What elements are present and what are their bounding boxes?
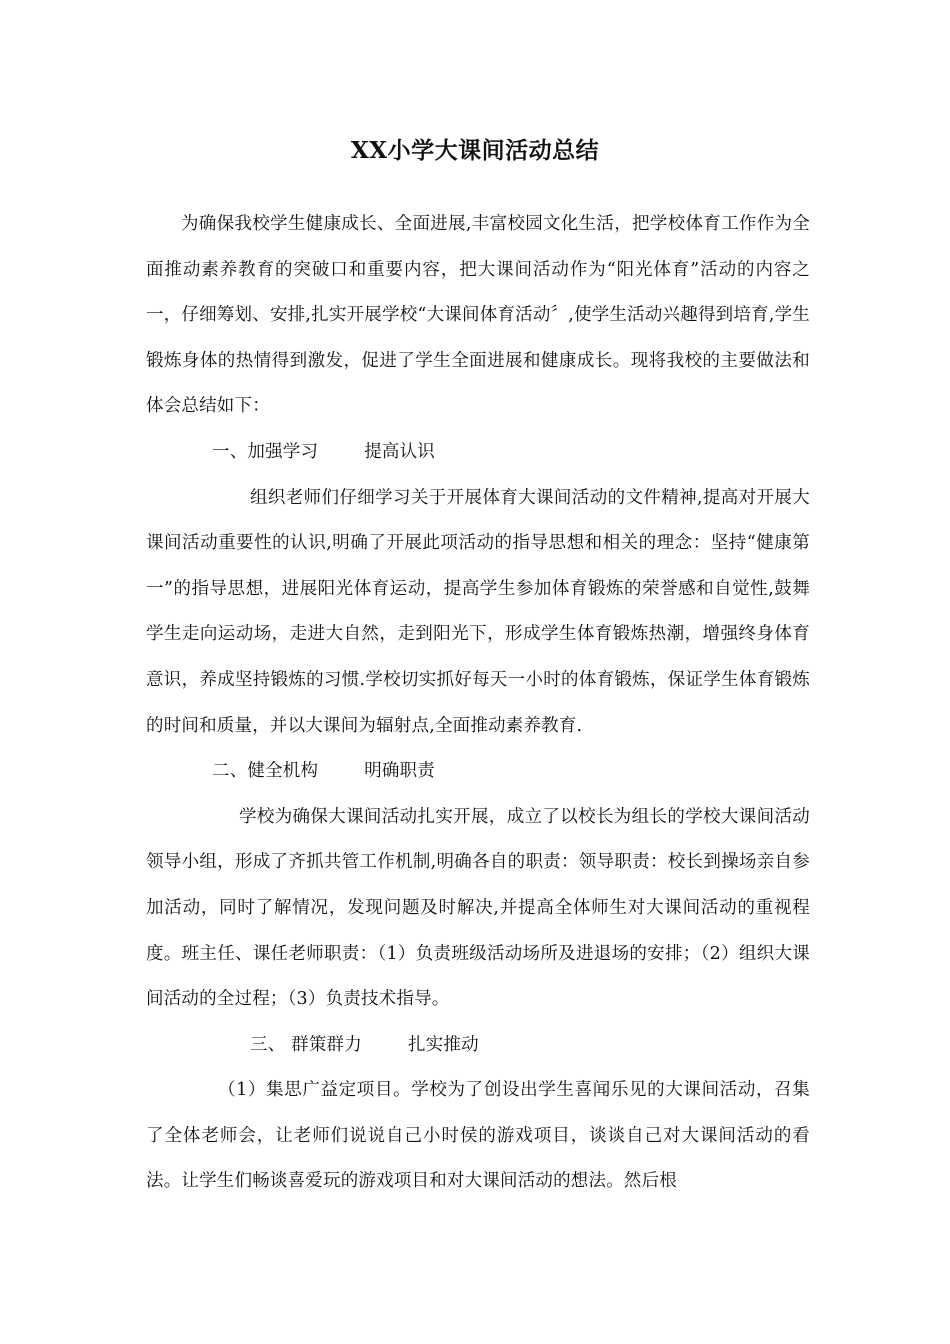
section-heading-1 xyxy=(146,430,810,476)
section-heading-2 xyxy=(146,749,810,795)
section-heading-1-part-b: 提高认识 xyxy=(364,441,436,462)
section-heading-3-part-a: 三、 群策群力 xyxy=(250,1034,362,1055)
document-body xyxy=(146,202,810,1205)
section-heading-3 xyxy=(146,1023,810,1069)
section-2-paragraph: 学校为确保大课间活动扎实开展，成立了以校长为组长的学校大课间活动领导小组，形成了齐抓共管工作机制,明确各自的职责：领导职责：校长到操场亲自参加活动，同时了解情况，发现问题及时解决,并提高全体师生对大课间活动的重视程度。班主任、课任老师职责：（1）负责班级活动场所及进退场的安排；（2）组织大课间活动的全过程；（3）负责技术指导。 xyxy=(146,806,810,1010)
document-title: XX小学大课间活动总结 xyxy=(350,137,600,164)
section-heading-2-part-b: 明确职责 xyxy=(364,761,436,782)
section-heading-1-part-a: 一、加强学习 xyxy=(212,441,319,462)
section-3-paragraph: （1）集思广益定项目。学校为了创设出学生喜闻乐见的大课间活动，召集了全体老师会，让老师们说说自己小时侯的游戏项目，谈谈自己对大课间活动的看法。让学生们畅谈喜爱玩的游戏项目和对大课间活动的想法。然后根 xyxy=(146,1080,810,1192)
section-heading-2-part-a: 二、健全机构 xyxy=(212,761,319,782)
section-heading-3-part-b: 扎实推动 xyxy=(407,1034,479,1055)
section-1-paragraph: 组织老师们仔细学习关于开展体育大课间活动的文件精神,提高对开展大课间活动重要性的认识,明确了开展此项活动的指导思想和相关的理念：坚持“健康第一”的指导思想，进展阳光体育运动，提高学生参加体育锻炼的荣誉感和自觉性,鼓舞学生走向运动场，走进大自然，走到阳光下，形成学生体育锻炼热潮，增强终身体育意识，养成坚持锻炼的习惯.学校切实抓好每天一小时的体育锻炼，保证学生体育锻炼的时间和质量，并以大课间为辐射点,全面推动素养教育. xyxy=(146,487,810,736)
intro-paragraph: 为确保我校学生健康成长、全面进展,丰富校园文化生活，把学校体育工作作为全面推动素养教育的突破口和重要内容，把大课间活动作为“阳光体育”活动的内容之一，仔细筹划、安排,扎实开展学校“大课间体育活动〞,使学生活动兴趣得到培育,学生锻炼身体的热情得到激发，促进了学生全面进展和健康成长。现将我校的主要做法和体会总结如下： xyxy=(146,214,810,417)
